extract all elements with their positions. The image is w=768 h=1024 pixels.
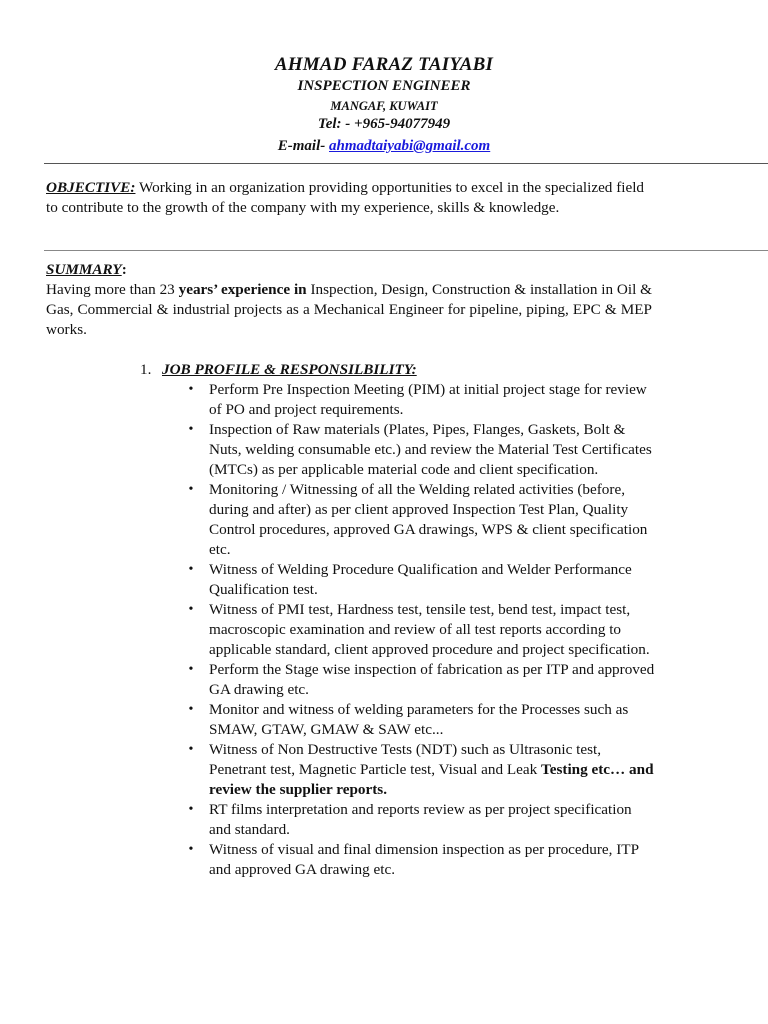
bullet-icon: •: [188, 842, 194, 857]
list-item-text: Perform the Stage wise inspection of fabrication as per ITP and approved GA drawing etc.: [209, 661, 655, 698]
email-link[interactable]: ahmadtaiyabi@gmail.com: [329, 138, 491, 154]
list-item: [186, 420, 656, 480]
list-item-text: Perform Pre Inspection Meeting (PIM) at initial project stage for review of PO and project requirements.: [209, 381, 647, 418]
list-item-text: Witness of Welding Procedure Qualification and Welder Performance Qualification test.: [209, 561, 632, 598]
summary-text: [46, 280, 652, 340]
list-item-text: RT films interpretation and reports review as per project specification and standard.: [209, 801, 632, 838]
bullet-icon: •: [188, 482, 194, 497]
summary-text-bold: years’ experience in: [178, 281, 307, 298]
list-item: [186, 560, 656, 600]
list-item: [186, 660, 656, 700]
objective-section: [46, 178, 652, 218]
list-item: [186, 740, 656, 800]
summary-label: SUMMARY: [46, 261, 122, 278]
objective-divider: [44, 250, 768, 251]
bullet-icon: •: [188, 702, 194, 717]
bullet-icon: •: [188, 382, 194, 397]
summary-heading: [46, 260, 652, 280]
candidate-name: AHMAD FARAZ TAIYABI: [274, 54, 494, 75]
location: MANGAF, KUWAIT: [330, 99, 438, 113]
bullet-icon: •: [188, 802, 194, 817]
responsibility-list: [186, 380, 656, 880]
job-title: INSPECTION ENGINEER: [297, 78, 471, 94]
list-item-text: Monitoring / Witnessing of all the Welding related activities (before, during and after) as per client approved Inspection Test Plan, Quality Control procedures, approved GA drawings, WPS & client specification etc.: [209, 481, 648, 558]
list-item-text: Witness of Non Destructive Tests (NDT) such as Ultrasonic test, Penetrant test, Magnetic Particle test, Visual and Leak: [209, 741, 601, 778]
list-item-text: Monitor and witness of welding parameters for the Processes such as SMAW, GTAW, GMAW & SAW etc...: [209, 701, 629, 738]
list-item: [186, 700, 656, 740]
summary-colon: :: [121, 261, 127, 278]
list-item-text: Inspection of Raw materials (Plates, Pipes, Flanges, Gaskets, Bolt & Nuts, welding consumable etc.) and review the Material Test Certificates (MTCs) as per applicable material code and client specification.: [209, 421, 652, 478]
list-item: [186, 800, 656, 840]
bullet-icon: •: [188, 602, 194, 617]
summary-text-pre: Having more than 23: [46, 281, 179, 298]
email-label: E-mail-: [277, 138, 329, 154]
list-item: [186, 380, 656, 420]
list-item: [186, 840, 656, 880]
objective-label: OBJECTIVE:: [46, 179, 136, 196]
bullet-icon: •: [188, 742, 194, 757]
objective-text: Working in an organization providing opportunities to excel in the specialized field to contribute to the growth of the company with my experience, skills & knowledge.: [46, 179, 645, 216]
bullet-icon: •: [188, 422, 194, 437]
bullet-icon: •: [188, 562, 194, 577]
list-item-text: Witness of visual and final dimension inspection as per procedure, ITP and approved GA drawing etc.: [209, 841, 639, 878]
job-profile-title: JOB PROFILE & RESPONSILBILITY:: [162, 361, 417, 378]
email-line: [0, 138, 768, 155]
list-item-text: Witness of PMI test, Hardness test, tensile test, bend test, impact test, macroscopic examination and review of all test reports according to applicable standard, client approved procedure and project specification.: [209, 601, 650, 658]
bullet-icon: •: [188, 662, 194, 677]
list-item: [186, 480, 656, 560]
section-number: 1.: [140, 361, 152, 378]
summary-text-post: Inspection, Design, Construction & installation in Oil & Gas, Commercial & industrial projects as a Mechanical Engineer for pipeline, piping, EPC & MEP works.: [46, 281, 652, 338]
list-item-text-bold: Testing etc… and review the supplier reports.: [209, 761, 654, 798]
header-divider: [44, 163, 768, 164]
telephone: Tel: - +965-94077949: [317, 116, 451, 132]
job-profile-heading: [140, 360, 417, 380]
list-item: [186, 600, 656, 660]
